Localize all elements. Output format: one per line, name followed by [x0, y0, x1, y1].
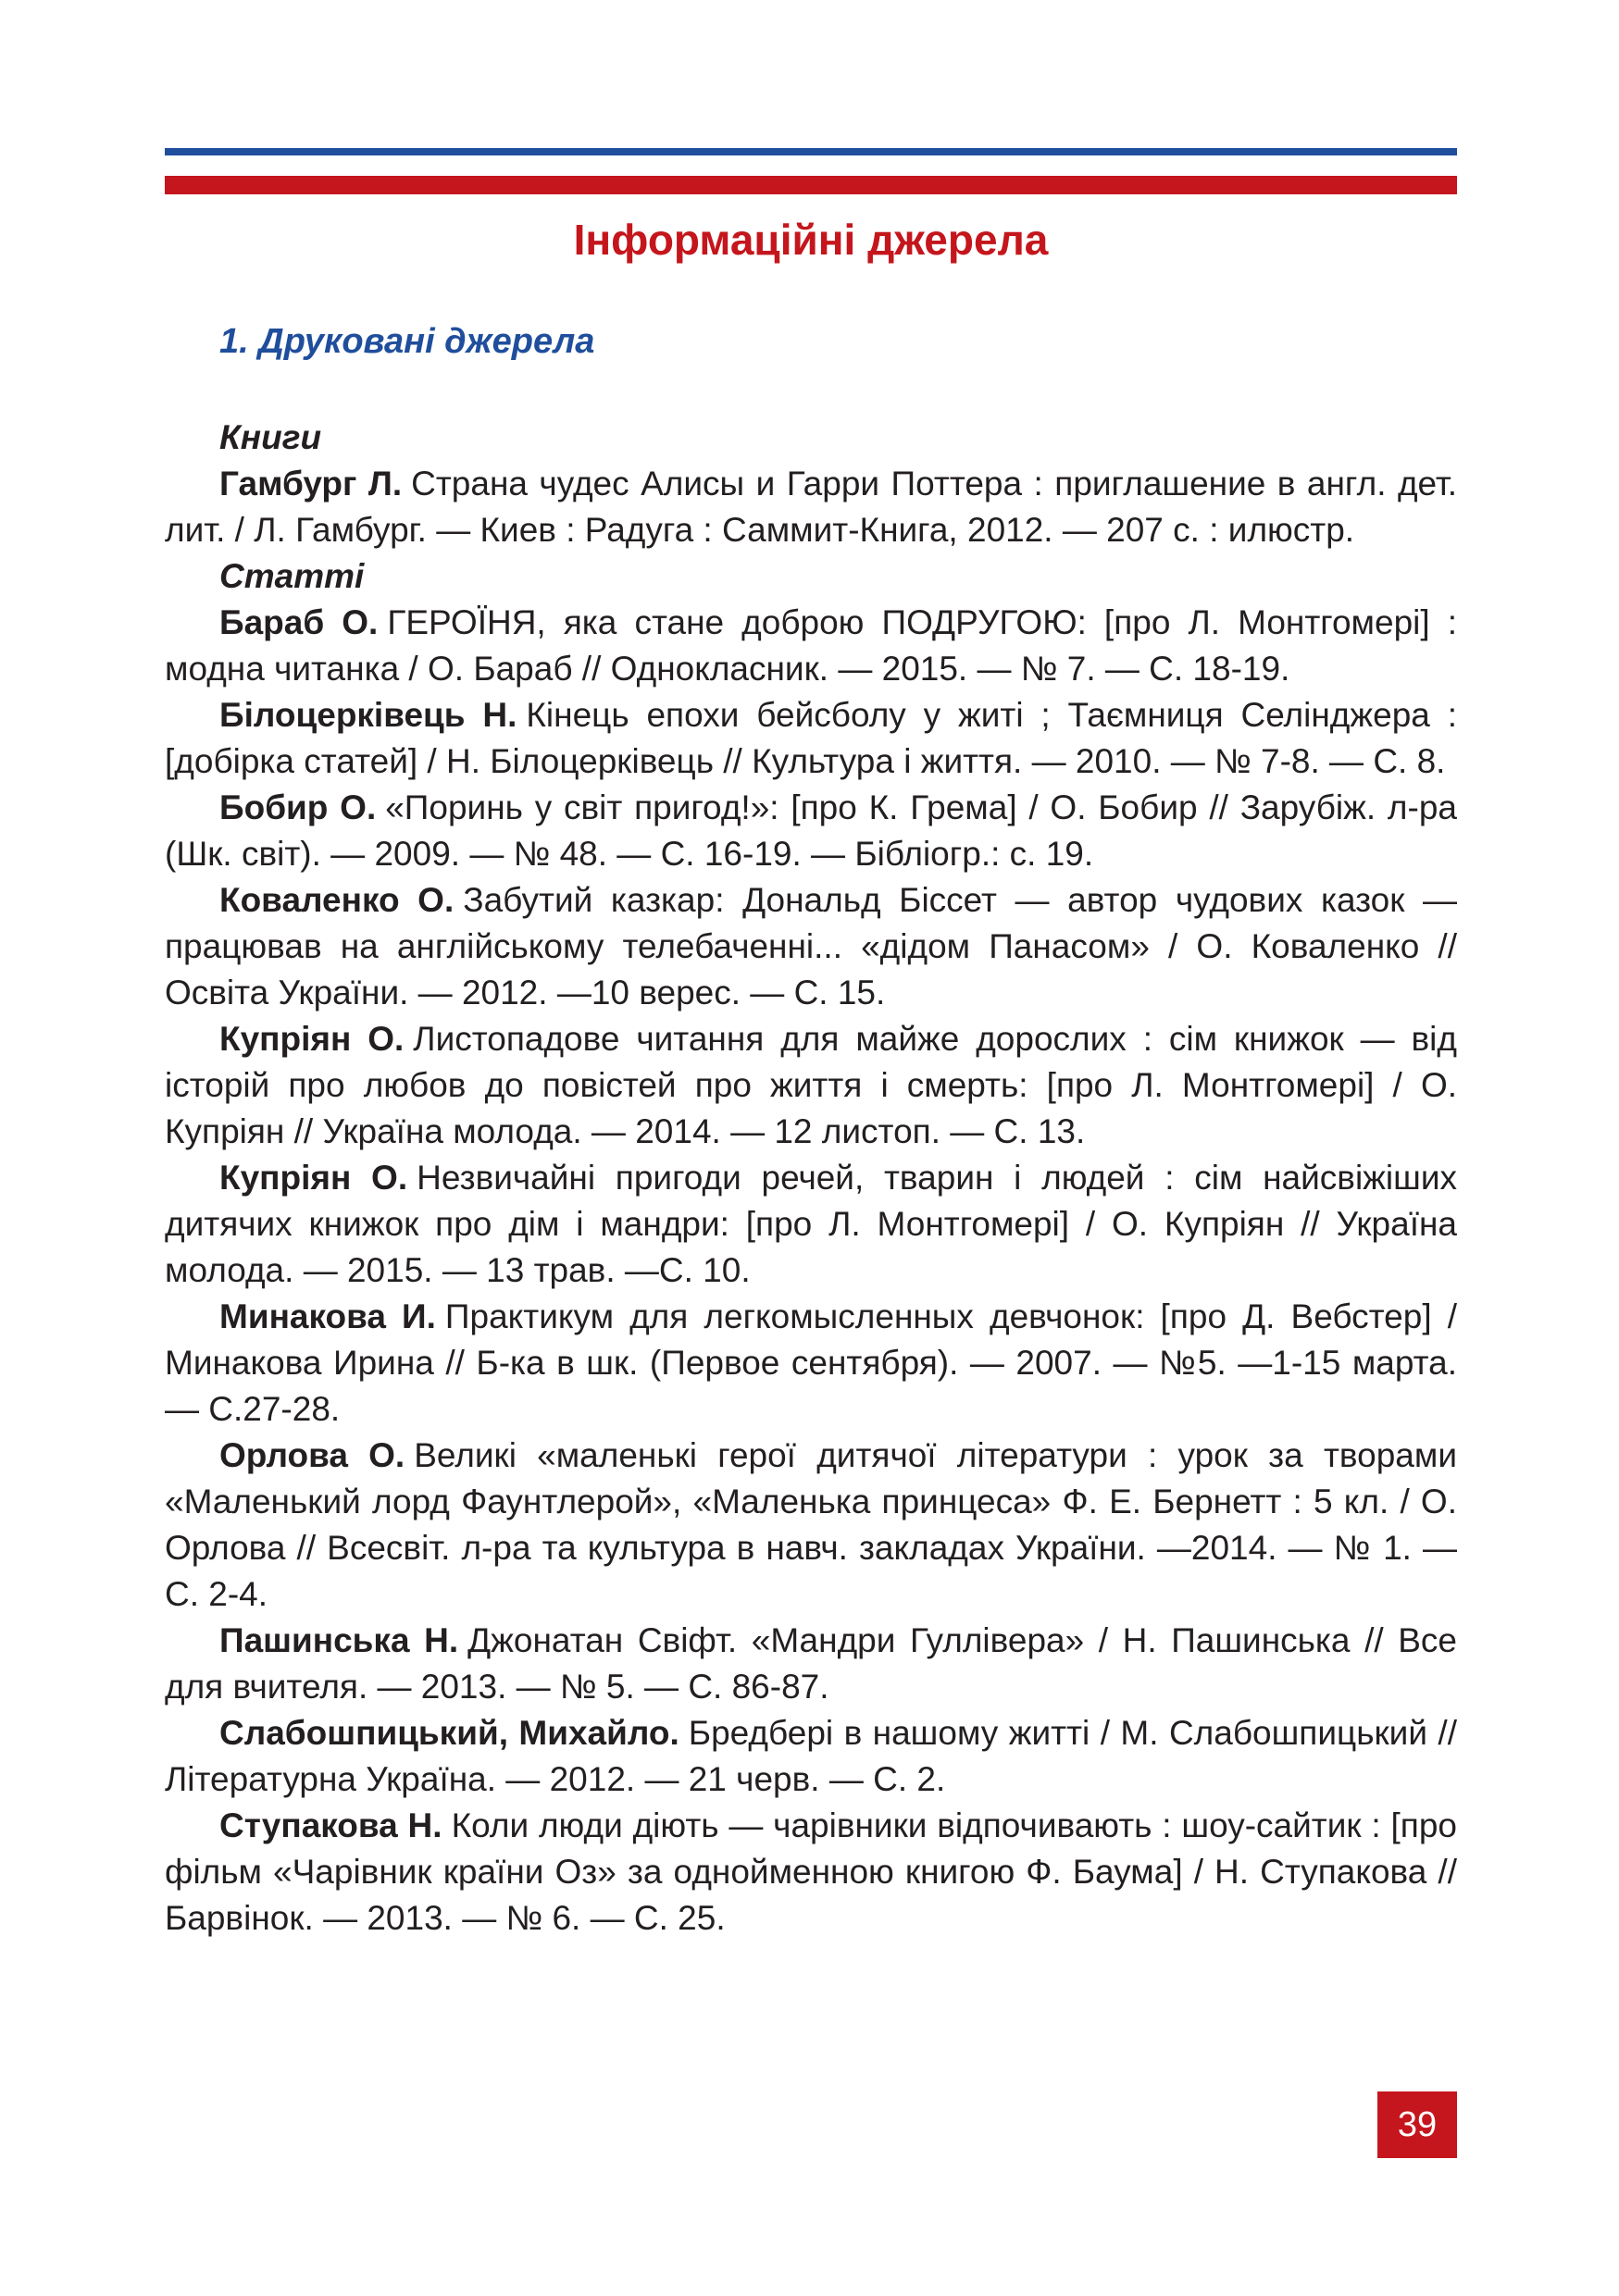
entry-text: ГЕРОЇНЯ, яка стане доброю ПОДРУГОЮ: [про Л. Монтгомері] : модна читанка / О. Бараб // Однокласник. — 2015. — № 7. — С. 18-19. — [165, 603, 1458, 688]
entry-author: Слабошпицький, Михайло. — [219, 1714, 679, 1752]
entry-author: Ступакова Н. — [219, 1806, 442, 1844]
entry-text: Бредбері в нашому житті / М. Слабошпицький // Літературна Україна. — 2012. — 21 черв. — С. 2. — [165, 1714, 1457, 1798]
bibliography-entry — [165, 785, 1457, 877]
bibliography-entry — [165, 692, 1457, 785]
entry-author: Пашинська Н. — [219, 1621, 459, 1659]
entry-author: Коваленко О. — [219, 881, 455, 919]
bibliography — [165, 415, 1457, 1942]
entry-author: Минакова И. — [219, 1297, 436, 1335]
bibliography-entry — [165, 1618, 1457, 1710]
header-rule-blue — [165, 148, 1457, 155]
bibliography-entry — [165, 1016, 1457, 1155]
bibliography-entry — [165, 1803, 1457, 1942]
entry-text: Коли люди діють — чарівники відпочивають : шоу-сайтик : [про фільм «Чарівник країни Оз» за однойменною книгою Ф. Баума] / Н. Ступакова // Барвінок. — 2013. — № 6. — С. 25. — [165, 1806, 1458, 1937]
bibliography-entry — [165, 1155, 1457, 1294]
section-heading: 1. Друковані джерела — [219, 322, 595, 361]
entry-text: «Поринь у світ пригод!»: [про К. Грема] / О. Бобир // Зарубіж. л-ра (Шк. світ). — 2009. — № 48. — С. 16-19. — Бібліогр.: с. 19. — [165, 788, 1457, 873]
entry-text: Джонатан Свіфт. «Мандри Гуллівера» / Н. Пашинська // Все для вчителя. — 2013. — № 5. — С. 86-87. — [165, 1621, 1457, 1706]
entry-author: Білоцерківець Н. — [219, 696, 517, 734]
page-title: Інформаційні джерела — [573, 216, 1049, 264]
bibliography-entry — [165, 1433, 1457, 1618]
entry-text: Великі «маленькі герої дитячої літератури : урок за творами «Маленький лорд Фаунтлерой», «Маленька принцеса» Ф. Е. Бернетт : 5 кл. / О. Орлова // Всесвіт. л-ра та культура в навч. закладах України. —2014. — № 1. — С. 2-4. — [165, 1436, 1457, 1613]
entry-author: Орлова О. — [219, 1436, 405, 1474]
entry-text: Практикум для легкомысленных девчонок: [про Д. Вебстер] / Минакова Ирина // Б-ка в шк. (Первое сентября). — 2007. — №5. —1-15 марта. — С.27-28. — [165, 1297, 1457, 1428]
entry-author: Купріян О. — [219, 1159, 408, 1197]
entry-author: Бобир О. — [219, 788, 377, 826]
bibliography-entry — [165, 1294, 1457, 1433]
entry-text: Кінець епохи бейсболу у житі ; Таємниця Селінджера : [добірка статей] / Н. Білоцерківець // Культура і життя. — 2010. — № 7-8. — С. 8. — [165, 696, 1457, 780]
bibliography-entry — [165, 877, 1457, 1016]
books-heading: Книги — [219, 418, 322, 456]
articles-heading: Статті — [219, 557, 365, 595]
entry-text: Страна чудес Алисы и Гарри Поттера : приглашение в англ. дет. лит. / Л. Гамбург. — Киев : Радуга : Саммит-Книга, 2012. — 207 с. : илюстр. — [165, 465, 1458, 549]
bibliography-entry — [165, 461, 1457, 553]
entry-text: Листопадове читання для майже дорослих : сім книжок — від історій про любов до повістей про життя і смерть: [про Л. Монтгомері] / О. Купріян // Україна молода. — 2014. — 12 листоп. — С. 13. — [165, 1020, 1457, 1150]
entry-author: Купріян О. — [219, 1020, 405, 1058]
bibliography-entry — [165, 600, 1457, 692]
entry-author: Бараб О. — [219, 603, 379, 641]
entry-text: Незвичайні пригоди речей, тварин і людей : сім найсвіжіших дитячих книжок про дім і мандри: [про Л. Монтгомері] / О. Купріян // Україна молода. — 2015. — 13 трав. —С. 10. — [165, 1159, 1457, 1289]
bibliography-entry — [165, 1710, 1457, 1803]
header-rule-red — [165, 176, 1457, 194]
entry-author: Гамбург Л. — [219, 465, 403, 503]
entry-text: Забутий казкар: Дональд Біссет — автор чудових казок — працював на англійському телебаченні... «дідом Панасом» / О. Коваленко // Освіта України. — 2012. —10 верес. — С. 15. — [165, 881, 1458, 1011]
page-number: 39 — [1377, 2091, 1457, 2158]
